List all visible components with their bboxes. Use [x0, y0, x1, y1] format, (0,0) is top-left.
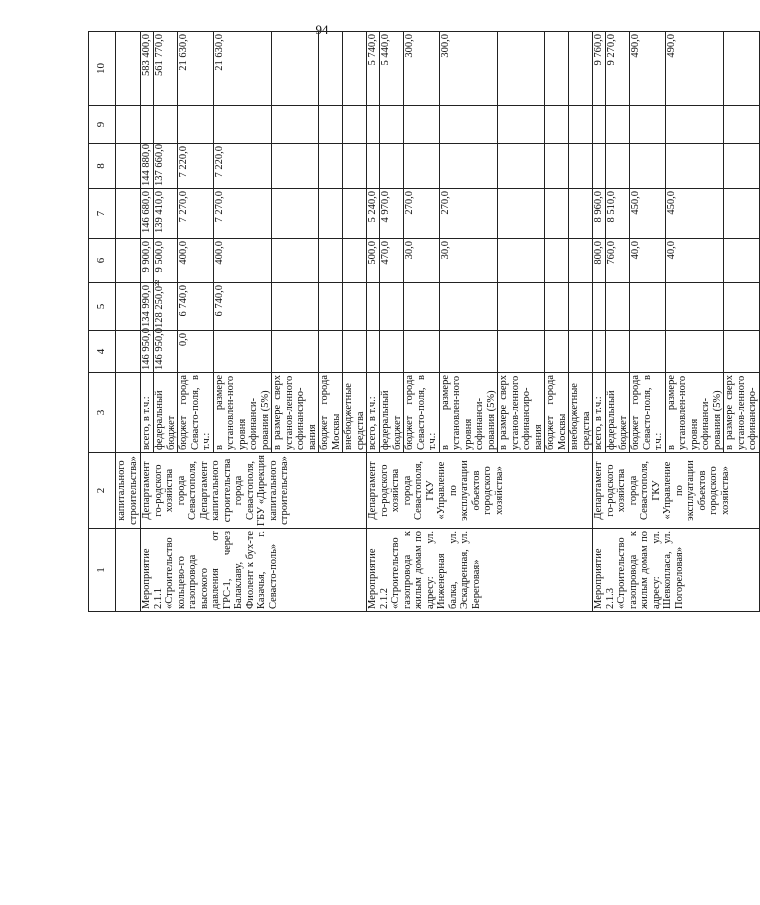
funding-source: федеральный бюджет — [606, 373, 630, 453]
amount-cell-c9 — [213, 106, 272, 144]
amount-cell-c10 — [569, 32, 593, 106]
col-header: 1 — [89, 529, 116, 612]
amount-cell-c9 — [178, 106, 214, 144]
amount-cell-c5 — [404, 283, 440, 331]
amount-cell-c7: 139 410,0 — [154, 189, 178, 239]
amount-cell-c9 — [569, 106, 593, 144]
amount-cell-c9 — [606, 106, 630, 144]
amount-cell-c9 — [545, 106, 569, 144]
amount-cell-c7: 270,0 — [439, 189, 498, 239]
amount-cell-c4 — [593, 331, 606, 373]
amount-cell-c6: 40,0 — [630, 239, 666, 283]
amount-cell-c6: 9 900,0 — [141, 239, 154, 283]
amount-cell-c9 — [380, 106, 404, 144]
amount-cell-c6: 400,0 — [213, 239, 272, 283]
col-header: 2 — [89, 453, 116, 529]
amount-cell-c8 — [380, 144, 404, 189]
amount-cell-c4 — [343, 331, 367, 373]
amount-cell-c7 — [545, 189, 569, 239]
amount-cell-c7: 450,0 — [665, 189, 724, 239]
funding-source: всего, в т.ч.: — [593, 373, 606, 453]
funding-source: внебюджетные средства — [343, 373, 367, 453]
amount-cell-c4 — [665, 331, 724, 373]
funding-source: бюджет города Севасто-поля, в т.ч.: — [404, 373, 440, 453]
amount-cell-c5 — [343, 283, 367, 331]
amount-cell-c5 — [593, 283, 606, 331]
amount-cell-c4: 0,0 — [178, 331, 214, 373]
amount-cell-c6: 800,0 — [593, 239, 606, 283]
amount-cell-c4 — [367, 331, 380, 373]
amount-cell-c8 — [343, 144, 367, 189]
measure-executor: Департамент го-родского хозяйства города Севастополя, Департамент капитального строительства города Севастополя, ГБУ «Дирекция капитального строительства» — [141, 453, 367, 529]
amount-cell-c7: 450,0 — [630, 189, 666, 239]
amount-cell-c7 — [569, 189, 593, 239]
amount-cell-c10 — [724, 32, 760, 106]
funding-source: бюджет города Севасто-поля, в т.ч.: — [178, 373, 214, 453]
page-number: 94 — [315, 22, 329, 37]
col-header: 4 — [89, 331, 116, 373]
funding-source: в размере установлен-ного уровня софинанси-рования (5%) — [439, 373, 498, 453]
amount-cell-c4 — [272, 331, 319, 373]
amount-cell-c10: 5 740,0 — [367, 32, 380, 106]
amount-cell-c10: 561 770,0 — [154, 32, 178, 106]
amount-cell-c7 — [319, 189, 343, 239]
amount-cell-c5 — [545, 283, 569, 331]
amount-cell-c5 — [272, 283, 319, 331]
amount-cell-c9 — [272, 106, 319, 144]
funding-table — [88, 31, 760, 612]
amount-cell-c7: 8 510,0 — [606, 189, 630, 239]
amount-cell-c5: 128 250,0²² — [154, 283, 178, 331]
amount-cell-c9 — [665, 106, 724, 144]
col-header: 8 — [89, 144, 116, 189]
amount-cell-c9 — [141, 106, 154, 144]
col-header: 10 — [89, 32, 116, 106]
amount-cell-c6: 9 500,0 — [154, 239, 178, 283]
amount-cell-c10: 300,0 — [404, 32, 440, 106]
amount-cell-c10: 9 270,0 — [606, 32, 630, 106]
amount-cell-c5 — [380, 283, 404, 331]
table-row — [593, 32, 606, 612]
amount-cell-c8 — [545, 144, 569, 189]
amount-cell-c8 — [606, 144, 630, 189]
amount-cell-c8: 7 220,0 — [213, 144, 272, 189]
amount-cell-c6 — [272, 239, 319, 283]
amount-cell-c4 — [404, 331, 440, 373]
amount-cell-c6 — [319, 239, 343, 283]
amount-cell-c7: 270,0 — [404, 189, 440, 239]
funding-source: бюджет города Москвы — [319, 373, 343, 453]
funding-source: федеральный бюджет — [380, 373, 404, 453]
amount-cell-c8 — [367, 144, 380, 189]
amount-cell-c4 — [439, 331, 498, 373]
funding-source: бюджет города Севасто-поля, в т.ч.: — [630, 373, 666, 453]
funding-source: внебюджетные средства — [569, 373, 593, 453]
amount-cell-c9 — [154, 106, 178, 144]
amount-cell-c5: 6 740,0 — [213, 283, 272, 331]
amount-cell-c6 — [724, 239, 760, 283]
measure-executor: Департамент го-родского хозяйства города Севастополя, ГКУ «Управление по эксплуатации объектов городского хозяйства» — [367, 453, 593, 529]
amount-cell-c7 — [343, 189, 367, 239]
amount-cell-c9 — [498, 106, 545, 144]
amount-cell-c4 — [319, 331, 343, 373]
amount-cell-c10 — [319, 32, 343, 106]
measure-name: Мероприятие 2.1.2 «Строительство газопровода к жилым домам по адресу: ул. Инженерная балка, ул. Эскадренная, ул. Береговая» — [367, 529, 593, 612]
funding-source: федеральный бюджет — [154, 373, 178, 453]
measure-name: Мероприятие 2.1.3 «Строительство газопровода к жилым домам по адресу: ул. Шевкопласа, ул. Погореловая» — [593, 529, 760, 612]
amount-cell-c5: 134 990,0 — [141, 283, 154, 331]
amount-cell-c8 — [630, 144, 666, 189]
amount-cell-c9 — [630, 106, 666, 144]
col-header: 7 — [89, 189, 116, 239]
amount-cell-c6 — [343, 239, 367, 283]
amount-cell-c10 — [498, 32, 545, 106]
amount-cell-c5 — [319, 283, 343, 331]
amount-cell-c4 — [213, 331, 272, 373]
amount-cell-c6: 30,0 — [404, 239, 440, 283]
amount-cell-c8: 144 880,0 — [141, 144, 154, 189]
funding-source: в размере установлен-ного уровня софинанси-рования (5%) — [665, 373, 724, 453]
amount-cell-c6 — [569, 239, 593, 283]
amount-cell-c10: 21 630,0 — [178, 32, 214, 106]
amount-cell-c10: 9 760,0 — [593, 32, 606, 106]
amount-cell-c6 — [545, 239, 569, 283]
funding-source: в размере установлен-ного уровня софинанси-рования (5%) — [213, 373, 272, 453]
amount-cell-c7 — [272, 189, 319, 239]
funding-source: всего, в т.ч.: — [367, 373, 380, 453]
amount-cell-c8 — [272, 144, 319, 189]
funding-source: в размере сверх установ-ленного софинансиро-вания — [498, 373, 545, 453]
col-header: 9 — [89, 106, 116, 144]
col-header: 6 — [89, 239, 116, 283]
amount-cell-c8 — [498, 144, 545, 189]
col-header: 5 — [89, 283, 116, 331]
amount-cell-c7: 146 680,0 — [141, 189, 154, 239]
amount-cell-c4 — [498, 331, 545, 373]
amount-cell-c6: 470,0 — [380, 239, 404, 283]
amount-cell-c5 — [724, 283, 760, 331]
amount-cell-c7: 7 270,0 — [213, 189, 272, 239]
amount-cell-c4 — [569, 331, 593, 373]
continuation-executor: капитального строительства» — [116, 453, 141, 529]
column-number-row — [89, 32, 116, 612]
amount-cell-c9 — [593, 106, 606, 144]
amount-cell-c4 — [380, 331, 404, 373]
amount-cell-c8: 7 220,0 — [178, 144, 214, 189]
amount-cell-c10: 300,0 — [439, 32, 498, 106]
amount-cell-c9 — [319, 106, 343, 144]
amount-cell-c8 — [439, 144, 498, 189]
amount-cell-c7 — [724, 189, 760, 239]
amount-cell-c7: 7 270,0 — [178, 189, 214, 239]
amount-cell-c8 — [319, 144, 343, 189]
continuation-row — [116, 32, 141, 612]
measure-executor: Департамент го-родского хозяйства города Севастополя, ГКУ «Управление по эксплуатации объектов городского хозяйства» — [593, 453, 760, 529]
funding-source: в размере сверх установ-ленного софинансиро-вания — [272, 373, 319, 453]
amount-cell-c4 — [545, 331, 569, 373]
amount-cell-c9 — [367, 106, 380, 144]
measure-name: Мероприятие 2.1.1 «Строительство кольцево-го газопровода высокого давления от ГРС-1, через Балаклаву, Фиолент к бух-те Казачья, г. Севасто-поль» — [141, 529, 367, 612]
table-row — [367, 32, 380, 612]
amount-cell-c6: 400,0 — [178, 239, 214, 283]
col-header: 3 — [89, 373, 116, 453]
amount-cell-c9 — [439, 106, 498, 144]
amount-cell-c9 — [404, 106, 440, 144]
amount-cell-c10: 5 440,0 — [380, 32, 404, 106]
amount-cell-c8 — [665, 144, 724, 189]
funding-source: бюджет города Москвы — [545, 373, 569, 453]
amount-cell-c4 — [724, 331, 760, 373]
amount-cell-c6 — [498, 239, 545, 283]
amount-cell-c5 — [630, 283, 666, 331]
amount-cell-c10 — [545, 32, 569, 106]
amount-cell-c7: 4 970,0 — [380, 189, 404, 239]
amount-cell-c5 — [367, 283, 380, 331]
amount-cell-c4: 146 950,0 — [141, 331, 154, 373]
amount-cell-c7: 5 240,0 — [367, 189, 380, 239]
amount-cell-c6: 500,0 — [367, 239, 380, 283]
amount-cell-c6: 760,0 — [606, 239, 630, 283]
amount-cell-c8: 137 660,0 — [154, 144, 178, 189]
amount-cell-c7 — [498, 189, 545, 239]
amount-cell-c6: 40,0 — [665, 239, 724, 283]
funding-source: всего, в т.ч.: — [141, 373, 154, 453]
amount-cell-c5 — [498, 283, 545, 331]
amount-cell-c8 — [724, 144, 760, 189]
amount-cell-c5 — [569, 283, 593, 331]
funding-source: в размере сверх установ-ленного софинансиро- — [724, 373, 760, 453]
amount-cell-c6: 30,0 — [439, 239, 498, 283]
amount-cell-c10: 21 630,0 — [213, 32, 272, 106]
amount-cell-c10 — [272, 32, 319, 106]
amount-cell-c7: 8 960,0 — [593, 189, 606, 239]
amount-cell-c4 — [630, 331, 666, 373]
amount-cell-c10: 583 400,0 — [141, 32, 154, 106]
amount-cell-c8 — [593, 144, 606, 189]
amount-cell-c4: 146 950,0 — [154, 331, 178, 373]
amount-cell-c8 — [404, 144, 440, 189]
amount-cell-c5 — [439, 283, 498, 331]
amount-cell-c5: 6 740,0 — [178, 283, 214, 331]
table-row — [141, 32, 154, 612]
amount-cell-c10 — [343, 32, 367, 106]
amount-cell-c8 — [569, 144, 593, 189]
amount-cell-c5 — [606, 283, 630, 331]
amount-cell-c9 — [724, 106, 760, 144]
amount-cell-c4 — [606, 331, 630, 373]
amount-cell-c5 — [665, 283, 724, 331]
amount-cell-c10: 490,0 — [630, 32, 666, 106]
amount-cell-c9 — [343, 106, 367, 144]
rotated-table-container — [88, 32, 758, 612]
amount-cell-c10: 490,0 — [665, 32, 724, 106]
